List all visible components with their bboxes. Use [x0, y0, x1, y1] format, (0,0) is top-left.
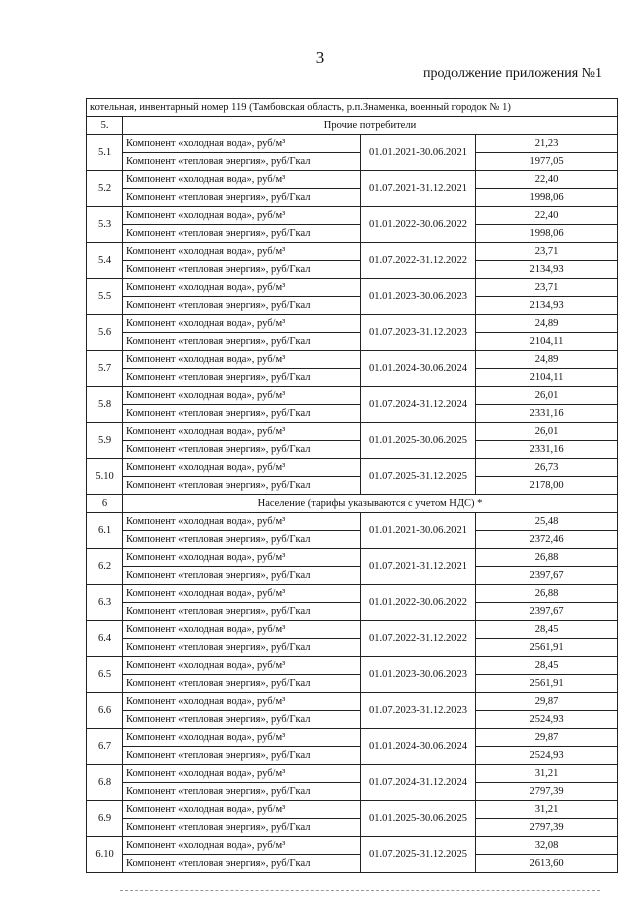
tariff-row-water	[87, 549, 618, 567]
heat-energy-price: 2797,39	[476, 819, 618, 837]
validity-period: 01.01.2024-30.06.2024	[361, 729, 476, 765]
validity-period: 01.01.2022-30.06.2022	[361, 585, 476, 621]
row-number: 6.3	[87, 585, 123, 621]
cold-water-component: Компонент «холодная вода», руб/м³	[123, 279, 361, 297]
tariff-row-heat	[87, 369, 618, 387]
validity-period: 01.01.2025-30.06.2025	[361, 423, 476, 459]
heat-energy-price: 2397,67	[476, 603, 618, 621]
row-number: 5.1	[87, 135, 123, 171]
cold-water-component: Компонент «холодная вода», руб/м³	[123, 801, 361, 819]
tariff-row-water	[87, 657, 618, 675]
heat-energy-price: 2397,67	[476, 567, 618, 585]
validity-period: 01.07.2023-31.12.2023	[361, 693, 476, 729]
validity-period: 01.01.2023-30.06.2023	[361, 279, 476, 315]
section-number: 6	[87, 495, 123, 513]
row-number: 6.2	[87, 549, 123, 585]
validity-period: 01.07.2025-31.12.2025	[361, 837, 476, 873]
cold-water-component: Компонент «холодная вода», руб/м³	[123, 423, 361, 441]
heat-energy-component: Компонент «тепловая энергия», руб/Гкал	[123, 297, 361, 315]
validity-period: 01.01.2022-30.06.2022	[361, 207, 476, 243]
heat-energy-price: 2178,00	[476, 477, 618, 495]
tariff-row-water	[87, 387, 618, 405]
cold-water-component: Компонент «холодная вода», руб/м³	[123, 135, 361, 153]
cold-water-price: 26,73	[476, 459, 618, 477]
heat-energy-component: Компонент «тепловая энергия», руб/Гкал	[123, 855, 361, 873]
heat-energy-component: Компонент «тепловая энергия», руб/Гкал	[123, 567, 361, 585]
heat-energy-price: 2134,93	[476, 261, 618, 279]
heat-energy-price: 2561,91	[476, 675, 618, 693]
row-number: 5.2	[87, 171, 123, 207]
cold-water-price: 28,45	[476, 621, 618, 639]
tariff-row-heat	[87, 747, 618, 765]
row-number: 6.1	[87, 513, 123, 549]
heat-energy-price: 2524,93	[476, 711, 618, 729]
cold-water-component: Компонент «холодная вода», руб/м³	[123, 621, 361, 639]
tariff-row-water	[87, 279, 618, 297]
tariff-row-water	[87, 801, 618, 819]
heat-energy-price: 1977,05	[476, 153, 618, 171]
heat-energy-price: 2104,11	[476, 369, 618, 387]
validity-period: 01.07.2025-31.12.2025	[361, 459, 476, 495]
validity-period: 01.01.2021-30.06.2021	[361, 135, 476, 171]
heat-energy-component: Компонент «тепловая энергия», руб/Гкал	[123, 333, 361, 351]
cold-water-price: 29,87	[476, 729, 618, 747]
validity-period: 01.07.2021-31.12.2021	[361, 549, 476, 585]
tariff-row-water	[87, 459, 618, 477]
heat-energy-component: Компонент «тепловая энергия», руб/Гкал	[123, 783, 361, 801]
tariff-row-heat	[87, 405, 618, 423]
cold-water-price: 28,45	[476, 657, 618, 675]
cold-water-component: Компонент «холодная вода», руб/м³	[123, 585, 361, 603]
cold-water-price: 22,40	[476, 171, 618, 189]
row-number: 5.10	[87, 459, 123, 495]
cold-water-component: Компонент «холодная вода», руб/м³	[123, 837, 361, 855]
heat-energy-component: Компонент «тепловая энергия», руб/Гкал	[123, 603, 361, 621]
tariff-row-water	[87, 423, 618, 441]
boiler-title: котельная, инвентарный номер 119 (Тамбовская область, р.п.Знаменка, военный городок № 1)	[87, 99, 618, 117]
heat-energy-component: Компонент «тепловая энергия», руб/Гкал	[123, 747, 361, 765]
cold-water-price: 26,88	[476, 549, 618, 567]
row-number: 5.5	[87, 279, 123, 315]
row-number: 5.4	[87, 243, 123, 279]
cold-water-component: Компонент «холодная вода», руб/м³	[123, 513, 361, 531]
cold-water-component: Компонент «холодная вода», руб/м³	[123, 549, 361, 567]
tariff-row-heat	[87, 603, 618, 621]
cold-water-component: Компонент «холодная вода», руб/м³	[123, 315, 361, 333]
tariff-row-heat	[87, 477, 618, 495]
tariff-table	[86, 98, 618, 873]
heat-energy-component: Компонент «тепловая энергия», руб/Гкал	[123, 225, 361, 243]
tariff-row-heat	[87, 225, 618, 243]
cold-water-component: Компонент «холодная вода», руб/м³	[123, 387, 361, 405]
tariff-row-heat	[87, 153, 618, 171]
heat-energy-component: Компонент «тепловая энергия», руб/Гкал	[123, 675, 361, 693]
tariff-row-heat	[87, 297, 618, 315]
row-number: 6.6	[87, 693, 123, 729]
heat-energy-price: 2797,39	[476, 783, 618, 801]
row-number: 6.8	[87, 765, 123, 801]
heat-energy-price: 2524,93	[476, 747, 618, 765]
heat-energy-component: Компонент «тепловая энергия», руб/Гкал	[123, 477, 361, 495]
cold-water-price: 26,01	[476, 387, 618, 405]
page-number: 3	[315, 48, 325, 67]
tariff-row-water	[87, 243, 618, 261]
cold-water-component: Компонент «холодная вода», руб/м³	[123, 765, 361, 783]
tariff-row-water	[87, 207, 618, 225]
validity-period: 01.07.2024-31.12.2024	[361, 765, 476, 801]
tariff-row-heat	[87, 783, 618, 801]
row-number: 6.10	[87, 837, 123, 873]
row-number: 6.9	[87, 801, 123, 837]
validity-period: 01.07.2022-31.12.2022	[361, 621, 476, 657]
cold-water-price: 31,21	[476, 765, 618, 783]
tariff-row-water	[87, 135, 618, 153]
tariff-row-heat	[87, 531, 618, 549]
heat-energy-price: 1998,06	[476, 189, 618, 207]
section-number: 5.	[87, 117, 123, 135]
heat-energy-component: Компонент «тепловая энергия», руб/Гкал	[123, 405, 361, 423]
heat-energy-component: Компонент «тепловая энергия», руб/Гкал	[123, 369, 361, 387]
tariff-row-heat	[87, 675, 618, 693]
heat-energy-price: 2331,16	[476, 405, 618, 423]
validity-period: 01.07.2024-31.12.2024	[361, 387, 476, 423]
validity-period: 01.07.2023-31.12.2023	[361, 315, 476, 351]
scan-edge-mark	[120, 890, 600, 891]
heat-energy-component: Компонент «тепловая энергия», руб/Гкал	[123, 531, 361, 549]
row-number: 5.8	[87, 387, 123, 423]
validity-period: 01.01.2025-30.06.2025	[361, 801, 476, 837]
tariff-row-water	[87, 729, 618, 747]
tariff-row-heat	[87, 261, 618, 279]
tariff-row-water	[87, 837, 618, 855]
row-number: 5.3	[87, 207, 123, 243]
heat-energy-price: 2613,60	[476, 855, 618, 873]
tariff-row-water	[87, 351, 618, 369]
tariff-row-heat	[87, 567, 618, 585]
cold-water-price: 26,88	[476, 585, 618, 603]
heat-energy-component: Компонент «тепловая энергия», руб/Гкал	[123, 819, 361, 837]
tariff-row-heat	[87, 189, 618, 207]
tariff-row-water	[87, 585, 618, 603]
heat-energy-component: Компонент «тепловая энергия», руб/Гкал	[123, 711, 361, 729]
row-number: 5.6	[87, 315, 123, 351]
row-number: 5.9	[87, 423, 123, 459]
row-number: 5.7	[87, 351, 123, 387]
appendix-continuation-title: продолжение приложения №1	[422, 66, 602, 81]
cold-water-component: Компонент «холодная вода», руб/м³	[123, 693, 361, 711]
heat-energy-component: Компонент «тепловая энергия», руб/Гкал	[123, 153, 361, 171]
cold-water-price: 21,23	[476, 135, 618, 153]
validity-period: 01.01.2021-30.06.2021	[361, 513, 476, 549]
cold-water-component: Компонент «холодная вода», руб/м³	[123, 351, 361, 369]
tariff-row-water	[87, 315, 618, 333]
boiler-title-row	[87, 99, 618, 117]
heat-energy-price: 2372,46	[476, 531, 618, 549]
heat-energy-price: 1998,06	[476, 225, 618, 243]
section-header-row	[87, 495, 618, 513]
validity-period: 01.07.2022-31.12.2022	[361, 243, 476, 279]
tariff-row-water	[87, 621, 618, 639]
cold-water-price: 24,89	[476, 351, 618, 369]
cold-water-price: 22,40	[476, 207, 618, 225]
cold-water-component: Компонент «холодная вода», руб/м³	[123, 243, 361, 261]
tariff-row-water	[87, 765, 618, 783]
validity-period: 01.01.2024-30.06.2024	[361, 351, 476, 387]
tariff-row-heat	[87, 855, 618, 873]
section-header-row	[87, 117, 618, 135]
heat-energy-component: Компонент «тепловая энергия», руб/Гкал	[123, 261, 361, 279]
heat-energy-component: Компонент «тепловая энергия», руб/Гкал	[123, 441, 361, 459]
tariff-row-water	[87, 171, 618, 189]
heat-energy-price: 2561,91	[476, 639, 618, 657]
tariff-row-water	[87, 693, 618, 711]
cold-water-price: 24,89	[476, 315, 618, 333]
cold-water-component: Компонент «холодная вода», руб/м³	[123, 171, 361, 189]
cold-water-price: 29,87	[476, 693, 618, 711]
tariff-row-heat	[87, 711, 618, 729]
cold-water-price: 23,71	[476, 243, 618, 261]
tariff-row-heat	[87, 441, 618, 459]
row-number: 6.4	[87, 621, 123, 657]
tariff-row-water	[87, 513, 618, 531]
section-title: Прочие потребители	[123, 117, 618, 135]
cold-water-component: Компонент «холодная вода», руб/м³	[123, 729, 361, 747]
tariff-row-heat	[87, 819, 618, 837]
row-number: 6.7	[87, 729, 123, 765]
validity-period: 01.07.2021-31.12.2021	[361, 171, 476, 207]
heat-energy-price: 2134,93	[476, 297, 618, 315]
heat-energy-component: Компонент «тепловая энергия», руб/Гкал	[123, 189, 361, 207]
cold-water-price: 31,21	[476, 801, 618, 819]
cold-water-component: Компонент «холодная вода», руб/м³	[123, 657, 361, 675]
cold-water-price: 23,71	[476, 279, 618, 297]
cold-water-component: Компонент «холодная вода», руб/м³	[123, 459, 361, 477]
heat-energy-component: Компонент «тепловая энергия», руб/Гкал	[123, 639, 361, 657]
row-number: 6.5	[87, 657, 123, 693]
cold-water-price: 25,48	[476, 513, 618, 531]
cold-water-component: Компонент «холодная вода», руб/м³	[123, 207, 361, 225]
section-title: Население (тарифы указываются с учетом НДС) *	[123, 495, 618, 513]
heat-energy-price: 2104,11	[476, 333, 618, 351]
cold-water-price: 32,08	[476, 837, 618, 855]
tariff-row-heat	[87, 333, 618, 351]
tariff-row-heat	[87, 639, 618, 657]
cold-water-price: 26,01	[476, 423, 618, 441]
heat-energy-price: 2331,16	[476, 441, 618, 459]
validity-period: 01.01.2023-30.06.2023	[361, 657, 476, 693]
